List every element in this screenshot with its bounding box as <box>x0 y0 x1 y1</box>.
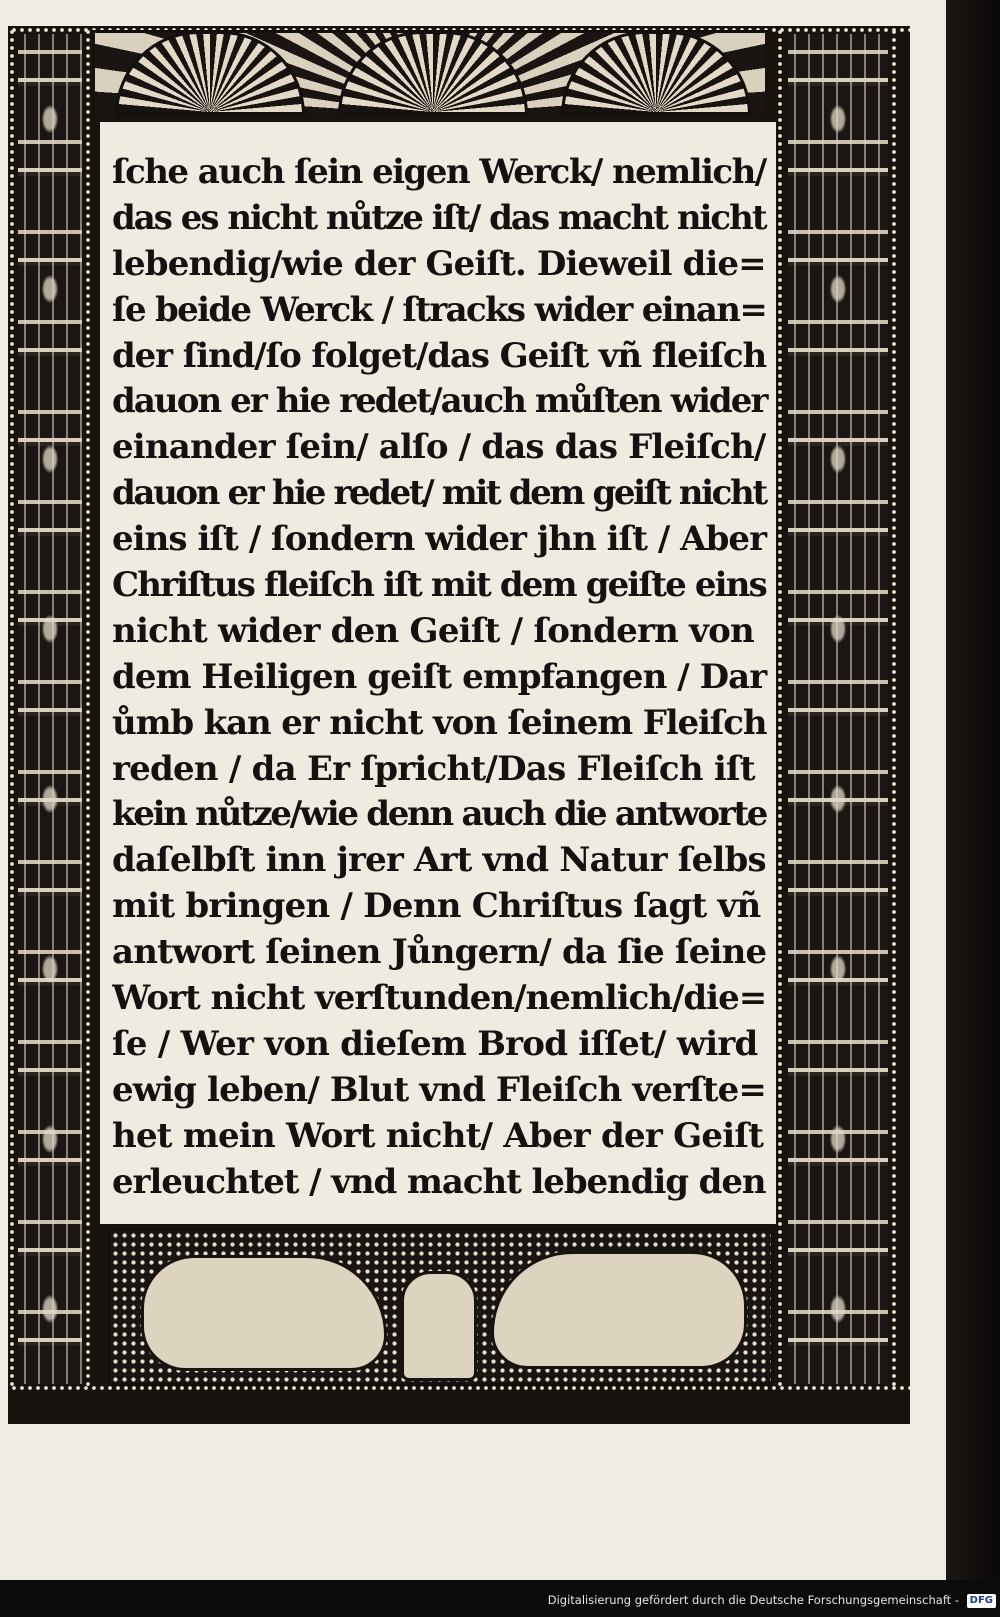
right-ornamental-column <box>788 34 888 1384</box>
text-line: dauon er hie redet/auch můſten wider <box>112 381 767 422</box>
text-line: Chriſtus fleiſch iſt mit dem geiſte eins <box>112 565 766 606</box>
text-line: het mein Wort nicht/ Aber der Geiſt <box>112 1115 764 1156</box>
fan-ornament-right <box>561 31 751 115</box>
text-line: dauon er hie redet/ mit dem geiſt nicht <box>112 473 766 514</box>
text-line: daſelbſt inn jrer Art vnd Natur ſelbs <box>112 840 766 881</box>
border-dots-right-inner <box>776 28 784 1388</box>
text-line: kein nůtze/wie denn auch die antworte <box>112 794 767 835</box>
border-dots-left <box>8 28 16 1388</box>
cherub-left-illustration <box>141 1255 387 1371</box>
text-line: ůmb kan er nicht von ſeinem Fleiſch <box>112 702 767 743</box>
fan-ornament-center <box>338 31 528 115</box>
text-line: eins iſt / ſondern wider jhn iſt / Aber <box>112 519 767 560</box>
text-line: der ſind/ſo folget/das Geiſt vñ fleiſch <box>112 335 767 376</box>
text-line: dem Heiligen geiſt empfangen / Dar <box>112 656 767 697</box>
text-line: reden / da Er ſpricht/Das Fleiſch iſt <box>112 748 755 789</box>
text-line: nicht wider den Geiſt / ſondern von <box>112 610 754 651</box>
top-ornamental-band <box>92 30 768 118</box>
fan-ornament-left <box>115 31 305 115</box>
text-line: antwort ſeinen Jůngern/ da ſie ſeine <box>112 932 767 973</box>
text-line: ſe beide Werck / ſtracks wider einan= <box>112 289 767 330</box>
text-line: das es nicht nůtze iſt/ das macht nicht <box>112 197 766 238</box>
text-line: einander ſein/ alſo / das das Fleiſch/ <box>112 427 766 468</box>
text-line: ſe / Wer von dieſem Brod iſſet/ wird <box>112 1023 758 1064</box>
text-line: Wort nicht verſtunden/nemlich/die= <box>112 978 767 1019</box>
text-line: ſche auch ſein eigen Werck/ nemlich/ <box>112 152 766 192</box>
border-dots-left-inner <box>84 28 92 1388</box>
border-dots-right <box>890 28 898 1388</box>
dfg-logo: DFG <box>967 1594 996 1608</box>
digitization-credit <box>0 1590 996 1610</box>
page-edge <box>946 0 1000 1580</box>
text-line: ewig leben/ Blut vnd Fleiſch verſte= <box>112 1069 766 1110</box>
text-line: lebendig/wie der Geiſt. Dieweil die= <box>112 243 766 284</box>
page-text <box>112 150 772 1205</box>
text-line: mit bringen / Denn Chriſtus ſagt vñ <box>112 886 761 927</box>
left-ornamental-column <box>18 34 82 1384</box>
bottom-cherub-panel <box>108 1228 774 1386</box>
credit-text: Digitalisierung gefördert durch die Deutsche Forschungsgemeinschaft - <box>547 1593 959 1607</box>
text-line: erleuchtet / vnd macht lebendig den <box>112 1161 766 1202</box>
cherub-right-illustration <box>491 1251 747 1369</box>
vase-illustration <box>401 1271 477 1381</box>
